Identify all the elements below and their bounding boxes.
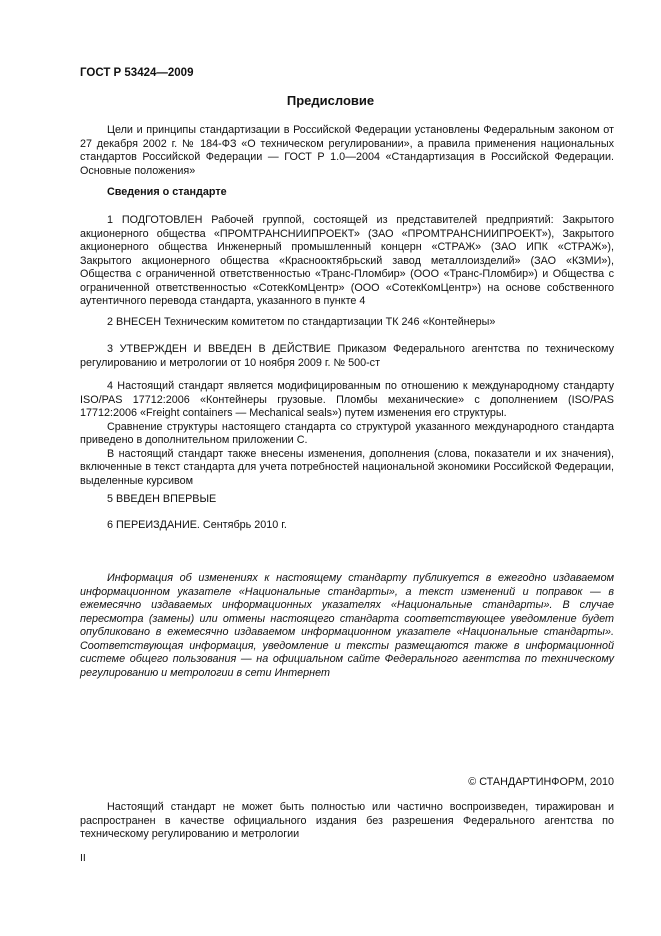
item-4b-text: Сравнение структуры настоящего стандарта со структурой указанного международного стандарта приведено в дополнительном приложении С. xyxy=(80,420,614,446)
info-notice xyxy=(80,572,614,680)
item-5 xyxy=(80,493,614,507)
item-6 xyxy=(80,519,614,533)
copyright-text: © СТАНДАРТИНФОРМ, 2010 xyxy=(468,776,614,788)
item-4c-text: В настоящий стандарт также внесены изменения, дополнения (слова, показатели и их значения), включенные в текст стандарта для учета потребностей национальной экономики Российской Федерации, выделенные курсивом xyxy=(80,447,614,487)
subheading xyxy=(80,186,614,200)
item-3-text: 3 УТВЕРЖДЕН И ВВЕДЕН В ДЕЙСТВИЕ Приказом Федерального агентства по техническому регулированию и метрологии от 10 ноября 2009 г. № 500-ст xyxy=(80,343,614,369)
intro-paragraph xyxy=(80,124,614,178)
page-number: II xyxy=(80,852,86,864)
item-4 xyxy=(80,380,614,488)
item-2 xyxy=(80,316,614,330)
item-5-text: 5 ВВЕДЕН ВПЕРВЫЕ xyxy=(107,493,217,505)
subheading-text: Сведения о стандарте xyxy=(107,186,227,198)
item-2-text: 2 ВНЕСЕН Техническим комитетом по стандартизации ТК 246 «Контейнеры» xyxy=(107,316,496,328)
item-1 xyxy=(80,214,614,309)
rights-notice xyxy=(80,801,614,842)
intro-text: Цели и принципы стандартизации в Российской Федерации установлены Федеральным законом от 27 декабря 2002 г. № 184-ФЗ «О техническом регулировании», а правила применения национальных стандартов Российской Федерации — ГОСТ Р 1.0—2004 «Стандартизация в Российской Федерации. Основные положения» xyxy=(80,124,614,177)
rights-text: Настоящий стандарт не может быть полностью или частично воспроизведен, тиражирован и распространен в качестве официального издания без разрешения Федерального агентства по техническому регулированию и метрологии xyxy=(80,801,614,840)
item-6-text: 6 ПЕРЕИЗДАНИЕ. Сентябрь 2010 г. xyxy=(107,519,287,531)
item-4a-text: 4 Настоящий стандарт является модифицированным по отношению к международному стандарту ISO/PAS 17712:2006 «Контейнеры грузовые. Пломбы механические» с дополнением (ISO/PAS 17712:2006 «Freight containers — Mechanical seals») путем изменения его структуры. xyxy=(80,380,614,419)
page-title: Предисловие xyxy=(286,93,375,108)
item-1-text: 1 ПОДГОТОВЛЕН Рабочей группой, состоящей из представителей предприятий: Закрытого акционерного общества «ПРОМТРАНСНИИПРОЕКТ» (ЗАО «ПРОМТРАНСНИИПРОЕКТ»), Закрытого акционерного общества Инженерный промышленный концерн «СТРАЖ» (ЗАО ИПК «СТРАЖ»), Закрытого акционерного общества «Красноoктябрьский завод металлоизделий» (ЗАО «КЗМИ»), Общества с ограниченной ответственностью «Транс-Пломбир» (ООО «Транс-Пломбир») и Общества с ограниченной ответственностью «СотекКомЦентр» (ООО «СотекКомЦентр») на основе собственного аутентичного перевода стандарта, указанного в пункте 4 xyxy=(80,214,614,307)
copyright xyxy=(80,776,614,790)
standard-number-header: ГОСТ Р 53424—2009 xyxy=(80,67,194,79)
item-3 xyxy=(80,343,614,370)
info-notice-text: Информация об изменениях к настоящему стандарту публикуется в ежегодно издаваемом информационном указателе «Национальные стандарты», а текст изменений и поправок — в ежемесячно издаваемых информационных указателях «Национальные стандарты». В случае пересмотра (замены) или отмены настоящего стандарта соответствующее уведомление будет опубликовано в ежемесячно издаваемом информационном указателе «Национальные стандарты». Соответствующая информация, уведомление и тексты размещаются также в информационной системе общего пользования — на официальном сайте Федерального агентства по техническому регулированию и метрологии в сети Интернет xyxy=(80,572,614,679)
